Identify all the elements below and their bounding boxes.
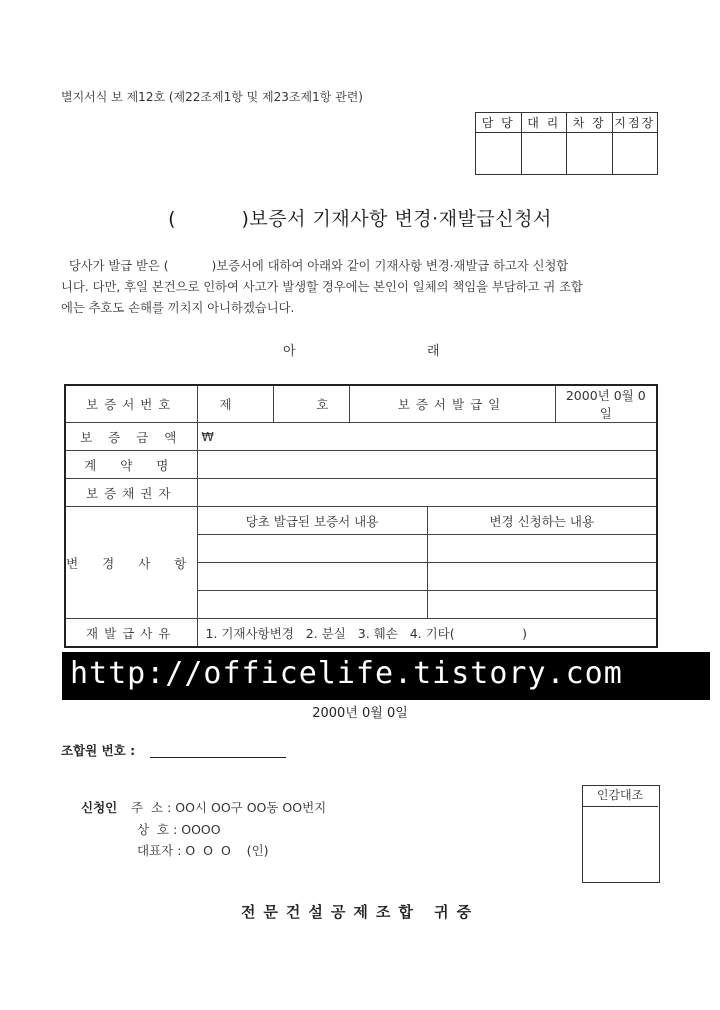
requested-change-cell[interactable] [427, 591, 657, 619]
creditor-label: 보증채권자 [65, 479, 197, 507]
approval-header-assistant: 대 리 [521, 113, 567, 133]
amount-field[interactable]: ₩ [197, 423, 657, 451]
intro-line: 에는 추호도 손해를 끼치지 아니하겠습니다. [61, 301, 295, 315]
application-table [64, 384, 658, 648]
approval-header-staff: 담 당 [476, 113, 522, 133]
watermark-url: http://officelife.tistory.com [70, 656, 623, 691]
form-reference: 별지서식 보 제12호 (제22조제1항 및 제23조제1항 관련) [61, 90, 363, 104]
below-heading-a: 아 [283, 344, 296, 359]
applicant-label: 신청인 [81, 800, 118, 815]
approval-header-deputy: 차 장 [567, 113, 613, 133]
amount-label: 보 증 금 액 [65, 423, 197, 451]
approval-sign-cell[interactable] [476, 133, 522, 175]
intro-line: 당사가 발급 받은 ( )보증서에 대하여 아래와 같이 기재사항 변경·재발급 하고자 신청합 [61, 259, 569, 273]
applicant-address: 주 소 : OO시 OO구 OO동 OO번지 [131, 800, 327, 815]
intro-line: 니다. 다만, 후일 본건으로 인하여 사고가 발생할 경우에는 본인이 일체의 책임을 부담하고 귀 조합 [61, 280, 583, 294]
bond-number-prefix: 제 [197, 385, 273, 423]
applicant-ceo: 대표자 : O O O (인) [137, 843, 269, 858]
original-content-cell[interactable] [197, 563, 427, 591]
approval-header-branch-manager: 지점장 [612, 113, 658, 133]
issue-date-value[interactable]: 2000년 0월 0일 [555, 385, 657, 423]
bond-number-label: 보증서번호 [65, 385, 197, 423]
approval-box [475, 112, 658, 175]
bond-number-field[interactable]: 호 [273, 385, 349, 423]
original-content-cell[interactable] [197, 535, 427, 563]
below-heading-rae: 래 [427, 344, 440, 359]
document-title: ( )보증서 기재사항 변경·재발급신청서 [168, 208, 552, 230]
requested-change-cell[interactable] [427, 535, 657, 563]
member-number-field[interactable] [150, 757, 286, 758]
contract-name-label: 계 약 명 [65, 451, 197, 479]
seal-verification-label: 인감대조 [582, 785, 658, 807]
approval-sign-cell[interactable] [567, 133, 613, 175]
original-content-header: 당초 발급된 보증서 내용 [197, 507, 427, 535]
reissue-reason-options[interactable]: 1. 기재사항변경 2. 분실 3. 훼손 4. 기타( ) [197, 619, 657, 648]
applicant-company: 상 호 : OOOO [137, 822, 221, 837]
intro-paragraph [61, 256, 661, 319]
reissue-reason-label: 재발급사유 [65, 619, 197, 648]
creditor-field[interactable] [197, 479, 657, 507]
issue-date-label: 보증서발급일 [349, 385, 555, 423]
original-content-cell[interactable] [197, 591, 427, 619]
contract-name-field[interactable] [197, 451, 657, 479]
requested-change-header: 변경 신청하는 내용 [427, 507, 657, 535]
member-number-label: 조합원 번호 : [61, 743, 136, 758]
application-date: 2000년 0월 0일 [312, 706, 408, 721]
approval-sign-cell[interactable] [521, 133, 567, 175]
approval-sign-cell[interactable] [612, 133, 658, 175]
requested-change-cell[interactable] [427, 563, 657, 591]
change-items-label: 변 경 사 항 [65, 507, 197, 619]
addressee: 전문건설공제조합 귀중 [240, 903, 480, 921]
